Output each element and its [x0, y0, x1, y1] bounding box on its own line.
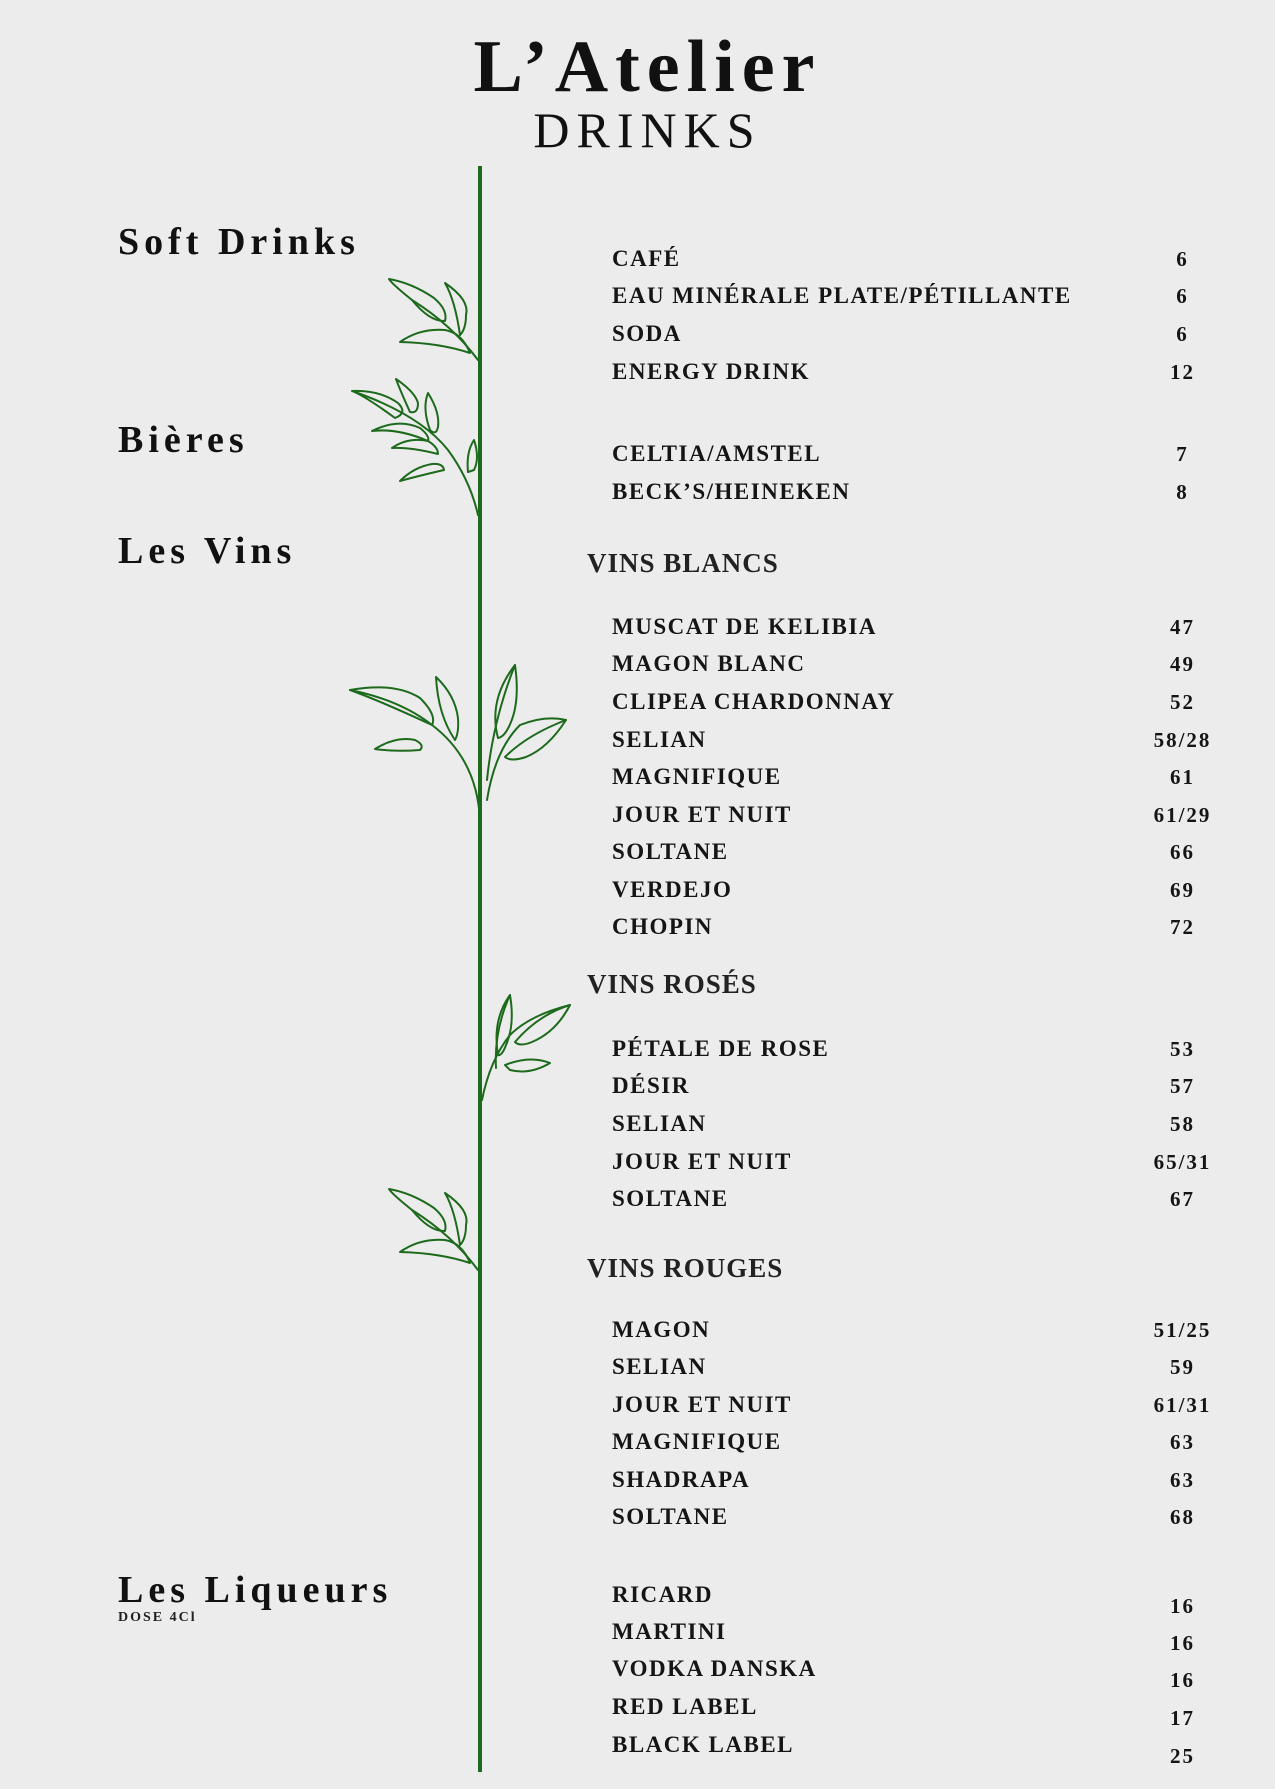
menu-item-name: SOLTANE [612, 1504, 729, 1529]
menu-item-name: JOUR ET NUIT [612, 802, 792, 827]
menu-item-name: MAGNIFIQUE [612, 1429, 782, 1454]
menu-item-name: CELTIA/AMSTEL [612, 441, 822, 466]
section-title-liqueurs: Les Liqueurs [118, 1569, 393, 1611]
menu-item-price: 63 [1170, 1430, 1195, 1454]
menu-item-name: SHADRAPA [612, 1467, 751, 1492]
leaf-icon [389, 279, 478, 360]
menu-item-name: MAGON [612, 1317, 711, 1342]
menu-item-name: SELIAN [612, 1354, 707, 1379]
section-note-liqueurs: DOSE 4Cl [118, 1610, 197, 1625]
menu-item-price: 59 [1170, 1355, 1195, 1379]
menu-item-price: 49 [1170, 652, 1195, 676]
menu-item-name: BLACK LABEL [612, 1732, 795, 1757]
menu-item-price: 6 [1176, 322, 1189, 346]
leaf-icon [350, 665, 566, 822]
menu-item-name: RICARD [612, 1582, 713, 1607]
section-title-vins: Les Vins [118, 530, 297, 572]
menu-item-price: 58/28 [1153, 728, 1212, 752]
menu-item-name: MAGNIFIQUE [612, 764, 782, 789]
menu-item-price: 72 [1170, 915, 1195, 939]
menu-item-price: 57 [1170, 1074, 1195, 1098]
menu-item-price: 25 [1170, 1744, 1195, 1768]
menu-item-name: RED LABEL [612, 1694, 758, 1719]
subhead-vins-blancs: VINS BLANCS [587, 548, 779, 578]
menu-item-name: MAGON BLANC [612, 651, 806, 676]
menu-item-name: MARTINI [612, 1619, 727, 1644]
menu-item-name: SOLTANE [612, 839, 729, 864]
menu-item-price: 61 [1170, 765, 1195, 789]
menu-item-price: 69 [1170, 878, 1195, 902]
menu-item-name: BECK’S/HEINEKEN [612, 479, 851, 504]
menu-item-price: 63 [1170, 1468, 1195, 1492]
menu-item-name: CLIPEA CHARDONNAY [612, 689, 896, 714]
menu-item-price: 65/31 [1153, 1150, 1212, 1174]
menu-item-price: 68 [1170, 1505, 1195, 1529]
menu-item-name: JOUR ET NUIT [612, 1149, 792, 1174]
menu-item-name: DÉSIR [612, 1073, 690, 1098]
menu-title: L’Atelier [473, 26, 822, 108]
leaf-icon [389, 1189, 478, 1270]
menu-item-name: VERDEJO [612, 877, 733, 902]
menu-item-name: PÉTALE DE ROSE [612, 1036, 830, 1061]
menu-item-price: 51/25 [1153, 1318, 1212, 1342]
menu-item-name: ENERGY DRINK [612, 359, 810, 384]
menu-item-name: SELIAN [612, 1111, 707, 1136]
menu-item-price: 12 [1170, 360, 1195, 384]
menu-item-price: 47 [1170, 615, 1195, 639]
menu-item-name: JOUR ET NUIT [612, 1392, 792, 1417]
menu-item-price: 7 [1176, 442, 1189, 466]
menu-item-price: 66 [1170, 840, 1195, 864]
section-title-bieres: Bières [118, 419, 249, 461]
subhead-vins-roses: VINS ROSÉS [587, 969, 757, 999]
menu-item-price: 61/31 [1153, 1393, 1212, 1417]
menu-item-name: EAU MINÉRALE PLATE/PÉTILLANTE [612, 283, 1072, 308]
menu-item-name: CHOPIN [612, 914, 713, 939]
menu-item-price: 53 [1170, 1037, 1195, 1061]
menu-item-name: SELIAN [612, 727, 707, 752]
menu-item-price: 58 [1170, 1112, 1195, 1136]
menu-item-name: SOLTANE [612, 1186, 729, 1211]
menu-subtitle: DRINKS [533, 102, 762, 158]
menu-item-price: 52 [1170, 690, 1195, 714]
menu-item-price: 6 [1176, 247, 1189, 271]
menu-item-price: 16 [1170, 1668, 1195, 1692]
menu-item-name: MUSCAT DE KELIBIA [612, 614, 877, 639]
subhead-vins-rouges: VINS ROUGES [587, 1253, 784, 1283]
menu-item-name: VODKA DANSKA [612, 1656, 817, 1681]
menu-item-price: 61/29 [1153, 803, 1212, 827]
menu-item-price: 8 [1176, 480, 1189, 504]
section-title-soft-drinks: Soft Drinks [118, 221, 360, 263]
menu-item-price: 16 [1170, 1594, 1195, 1618]
menu-item-name: CAFÉ [612, 246, 681, 271]
menu-item-price: 67 [1170, 1187, 1195, 1211]
leaf-icon [482, 995, 570, 1100]
menu-item-price: 17 [1170, 1706, 1195, 1730]
leaf-icon [352, 379, 478, 515]
menu-item-price: 6 [1176, 284, 1189, 308]
menu-item-name: SODA [612, 321, 682, 346]
menu-item-price: 16 [1170, 1631, 1195, 1655]
